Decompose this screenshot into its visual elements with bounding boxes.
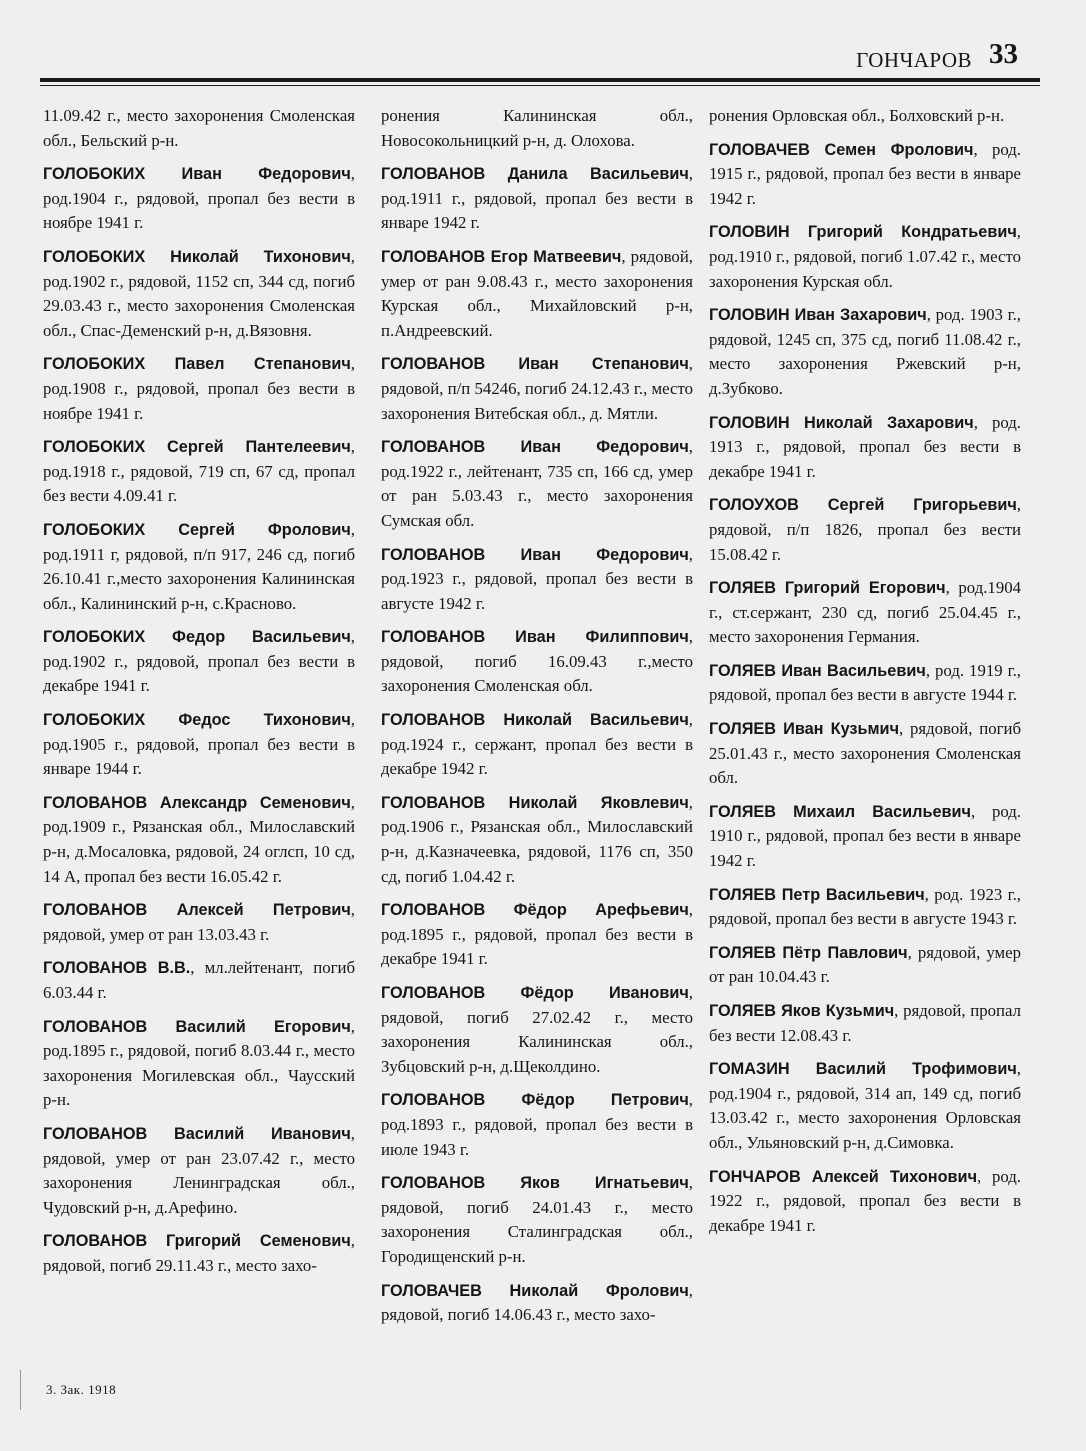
entry-details: , рядовой, п/п 1826, пропал без вести 15.08.42 г.	[709, 495, 1021, 564]
entry-details: , род.1911 г., рядовой, пропал без вести в январе 1942 г.	[381, 164, 693, 233]
register-entry	[381, 435, 693, 533]
register-entry	[709, 303, 1021, 401]
register-entry	[709, 104, 1021, 129]
entry-details: , род.1904 г., рядовой, пропал без вести в ноябре 1941 г.	[43, 164, 355, 233]
entry-details: , рядовой, погиб 24.01.43 г., место захоронения Сталинградская обл., Городищенский р-н.	[381, 1173, 693, 1266]
entry-details: , род. 1919 г., рядовой, пропал без вести в августе 1944 г.	[709, 660, 1022, 705]
text-column-2	[381, 104, 693, 1337]
register-entry	[43, 1015, 355, 1113]
register-entry	[709, 1165, 1021, 1239]
entry-details: , род.1902 г., рядовой, 1152 сп, 344 сд, погиб 29.03.43 г., место захоронения Смоленская обл., Спас-Деменский р-н, д.Вязовня.	[43, 246, 355, 340]
register-entry	[381, 1171, 693, 1269]
printer-signature: 3. Зак. 1918	[46, 1382, 117, 1397]
register-entry	[709, 576, 1021, 650]
header-rule-thick	[40, 78, 1040, 82]
register-entry	[709, 220, 1021, 294]
register-entry	[381, 245, 693, 343]
entry-details: , рядовой, погиб 16.09.43 г.,место захоронения Смоленская обл.	[381, 627, 693, 696]
entry-name: ГОЛОВАНОВ Фёдор Иванович	[381, 984, 689, 1002]
entry-name: ГОЛОВАНОВ Иван Федорович	[381, 438, 689, 457]
entry-details: , рядовой, умер от ран 10.04.43 г.	[709, 942, 1021, 987]
entry-details: 11.09.42 г., место захоронения Смоленская обл., Бельский р-н.	[43, 106, 355, 150]
register-entry	[381, 981, 693, 1079]
entry-details: , рядовой, п/п 54246, погиб 24.12.43 г., место захоронения Витебская обл., д. Мятли.	[381, 354, 693, 423]
entry-details: , род. 1910 г., рядовой, пропал без вести в январе 1942 г.	[709, 801, 1021, 871]
entry-details: , род. 1923 г., рядовой, пропал без вести в августе 1943 г.	[709, 884, 1021, 929]
entry-name: ГОЛОВАЧЕВ Николай Фролович	[381, 1281, 689, 1300]
entry-name: ГОЛОВИН Николай Захарович	[709, 413, 974, 432]
entry-name: ГОНЧАРОВ Алексей Тихонович	[709, 1167, 978, 1186]
entry-details: , мл.лейтенант, погиб 6.03.44 г.	[43, 958, 355, 1002]
register-entry	[709, 659, 1021, 708]
entry-details: , род. 1903 г., рядовой, 1245 сп, 375 сд, погиб 11.08.42 г., место захоронения Ржевский р-н, д.Зубково.	[709, 305, 1021, 398]
register-entry	[43, 435, 355, 509]
text-column-1	[43, 104, 355, 1288]
register-entry	[709, 800, 1021, 874]
register-entry	[381, 898, 693, 972]
entry-name: ГОЛОБОКИХ Федос Тихонович	[43, 711, 351, 730]
entry-name: ГОЛЯЕВ Пётр Павлович	[709, 943, 908, 962]
entry-name: ГОЛОВАНОВ Егор Матвеевич	[381, 247, 622, 266]
entry-details: , рядовой, пропал без вести 12.08.43 г.	[709, 1001, 1021, 1045]
entry-details: , рядовой, погиб 14.06.43 г., место захо-	[381, 1280, 693, 1325]
register-entry	[43, 245, 355, 343]
entry-name: ГОЛОВАНОВ Николай Яковлевич	[381, 793, 689, 812]
entry-name: ГОЛЯЕВ Петр Васильевич	[709, 885, 925, 904]
entry-name: ГОЛОВАНОВ Фёдор Петрович	[381, 1091, 689, 1110]
entry-name: ГОЛОВАНОВ Иван Филиппович	[381, 628, 689, 647]
entry-name: ГОЛОВАНОВ Яков Игнатьевич	[381, 1174, 689, 1193]
entry-details: , род.1908 г., рядовой, пропал без вести в ноябре 1941 г.	[43, 354, 355, 423]
entry-name: ГОЛОБОКИХ Сергей Пантелеевич	[43, 438, 351, 457]
entry-name: ГОЛОВАЧЕВ Семен Фролович	[709, 140, 974, 159]
entry-name: ГОЛОВАНОВ Фёдор Арефьевич	[381, 901, 689, 920]
entry-details: , род.1924 г., сержант, пропал без вести в декабре 1942 г.	[381, 710, 693, 779]
entry-name: ГОЛОВАНОВ Александр Семенович	[43, 793, 351, 812]
entry-name: ГОЛОВАНОВ Григорий Семенович	[43, 1232, 351, 1251]
entry-name: ГОЛЯЕВ Иван Васильевич	[709, 661, 926, 680]
register-entry	[43, 162, 355, 236]
entry-name: ГОЛОВАНОВ Алексей Петрович	[43, 901, 351, 920]
entry-name: ГОЛОБОКИХ Иван Федорович	[43, 165, 351, 184]
entry-name: ГОЛОВАНОВ Иван Степанович	[381, 355, 689, 374]
register-entry	[381, 1088, 693, 1162]
entry-details: , род.1906 г., Рязанская обл., Милославский р-н, д.Казначеевка, рядовой, 1176 сп, 350 сд, погиб 1.04.42 г.	[381, 792, 693, 886]
entry-details: , род. 1915 г., рядовой, пропал без вести в январе 1942 г.	[709, 139, 1021, 208]
entry-name: ГОЛЯЕВ Григорий Егорович	[709, 579, 946, 598]
entry-details: , род. 1922 г., рядовой, пропал без вести в декабре 1941 г.	[709, 1166, 1022, 1235]
entry-name: ГОЛОБОКИХ Сергей Фролович	[43, 520, 351, 539]
entry-details: , род.1904 г., ст.сержант, 230 сд, погиб 25.04.45 г., место захоронения Германия.	[709, 578, 1021, 647]
entry-name: ГОЛОВИН Иван Захарович	[709, 306, 927, 325]
register-entry	[709, 999, 1021, 1048]
register-entry	[381, 104, 693, 153]
entry-details: , род.1895 г., рядовой, погиб 8.03.44 г., место захоронения Могилевская обл., Чаусский р-н.	[43, 1016, 355, 1110]
entry-details: , род.1905 г., рядовой, пропал без вести в январе 1944 г.	[43, 710, 355, 779]
entry-details: , род.1904 г., рядовой, 314 ап, 149 сд, погиб 13.03.42 г., место захоронения Орловская обл., Ульяновский р-н, д.Симовка.	[709, 1059, 1021, 1152]
text-column-3	[709, 104, 1021, 1247]
entry-name: ГОЛЯЕВ Иван Кузьмич	[709, 720, 900, 739]
entry-name: ГОЛЯЕВ Яков Кузьмич	[709, 1002, 895, 1020]
page-number: 33	[989, 38, 1018, 70]
register-entry	[709, 493, 1021, 567]
register-entry	[43, 1229, 355, 1278]
entry-details: , род.1909 г., Рязанская обл., Милославский р-н, д.Мосаловка, рядовой, 24 оглсп, 10 сд, 14 А, пропал без вести 16.05.42 г.	[43, 792, 355, 886]
entry-details: , род.1922 г., лейтенант, 735 сп, 166 сд, умер от ран 5.03.43 г., место захоронения Сумская обл.	[381, 437, 693, 530]
entry-details: ронения Орловская обл., Болховский р-н.	[709, 106, 1005, 125]
register-entry	[709, 941, 1021, 990]
entry-name: ГОЛЯЕВ Михаил Васильевич	[709, 802, 971, 821]
register-entry	[381, 625, 693, 699]
register-entry	[709, 717, 1021, 791]
register-entry	[709, 138, 1021, 212]
register-entry	[381, 543, 693, 617]
entry-details: , рядовой, погиб 27.02.42 г., место захоронения Калининская обл., Зубцовский р-н, д.Щеколдино.	[381, 983, 693, 1076]
entry-name: ГОЛОБОКИХ Николай Тихонович	[43, 247, 351, 266]
entry-name: ГОЛОБОКИХ Федор Васильевич	[43, 628, 351, 647]
running-head: ГОНЧАРОВ	[856, 48, 972, 72]
register-entry	[43, 791, 355, 889]
entry-details: , род.1911 г, рядовой, п/п 917, 246 сд, погиб 26.10.41 г.,место захоронения Калининская обл., Калининский р-н, с.Красново.	[43, 519, 355, 613]
register-entry	[43, 1122, 355, 1220]
entry-details: , род.1910 г., рядовой, погиб 1.07.42 г., место захоронения Курская обл.	[709, 222, 1021, 291]
entry-name: ГОЛОВАНОВ Николай Васильевич	[381, 711, 689, 730]
entry-name: ГОЛОБОКИХ Павел Степанович	[43, 355, 351, 374]
entry-details: , род. 1913 г., рядовой, пропал без вести в декабре 1941 г.	[709, 412, 1021, 481]
register-entry	[43, 625, 355, 699]
entry-details: , род.1902 г., рядовой, пропал без вести в декабре 1941 г.	[43, 627, 355, 696]
entry-details: ронения Калининская обл., Новосокольницкий р-н, д. Олохова.	[381, 106, 693, 150]
register-entry	[381, 708, 693, 782]
entry-details: , род.1893 г., рядовой, пропал без вести в июле 1943 г.	[381, 1090, 693, 1159]
entry-details: , род.1923 г., рядовой, пропал без вести в августе 1942 г.	[381, 544, 693, 613]
entry-details: , род.1895 г., рядовой, пропал без вести в декабре 1941 г.	[381, 900, 693, 969]
register-entry	[709, 1057, 1021, 1155]
register-entry	[381, 791, 693, 889]
register-entry	[381, 162, 693, 236]
entry-details: , рядовой, умер от ран 13.03.43 г.	[43, 900, 355, 944]
register-entry	[43, 708, 355, 782]
entry-details: , рядовой, умер от ран 9.08.43 г., место захоронения Курская обл., Михайловский р-н, п.Андреевский.	[381, 246, 693, 340]
entry-details: , рядовой, умер от ран 23.07.42 г., место захоронения Ленинградская обл., Чудовский р-н, д.Арефино.	[43, 1123, 355, 1217]
header-rule-thin	[40, 85, 1040, 86]
entry-name: ГОЛОУХОВ Сергей Григорьевич	[709, 496, 1017, 515]
register-entry	[381, 1279, 693, 1328]
register-entry	[43, 104, 355, 153]
page-header	[40, 36, 1040, 86]
entry-name: ГОЛОВАНОВ Василий Иванович	[43, 1124, 351, 1143]
register-entry	[709, 411, 1021, 485]
register-entry	[43, 956, 355, 1005]
entry-details: , род.1918 г., рядовой, 719 сп, 67 сд, пропал без вести 4.09.41 г.	[43, 437, 355, 506]
register-entry	[43, 352, 355, 426]
entry-name: ГОМАЗИН Василий Трофимович	[709, 1060, 1017, 1079]
entry-name: ГОЛОВАНОВ В.В.	[43, 959, 191, 978]
register-entry	[43, 518, 355, 616]
register-entry	[709, 883, 1021, 932]
entry-details: , рядовой, погиб 29.11.43 г., место захо-	[43, 1231, 355, 1275]
entry-details: , рядовой, погиб 25.01.43 г., место захоронения Смоленская обл.	[709, 719, 1021, 788]
entry-name: ГОЛОВАНОВ Иван Федорович	[381, 545, 689, 564]
register-entry	[381, 352, 693, 426]
register-entry	[43, 898, 355, 947]
entry-name: ГОЛОВАНОВ Василий Егорович	[43, 1017, 351, 1036]
entry-name: ГОЛОВАНОВ Данила Васильевич	[381, 165, 689, 184]
margin-mark	[20, 1370, 21, 1410]
entry-name: ГОЛОВИН Григорий Кондратьевич	[709, 223, 1017, 242]
